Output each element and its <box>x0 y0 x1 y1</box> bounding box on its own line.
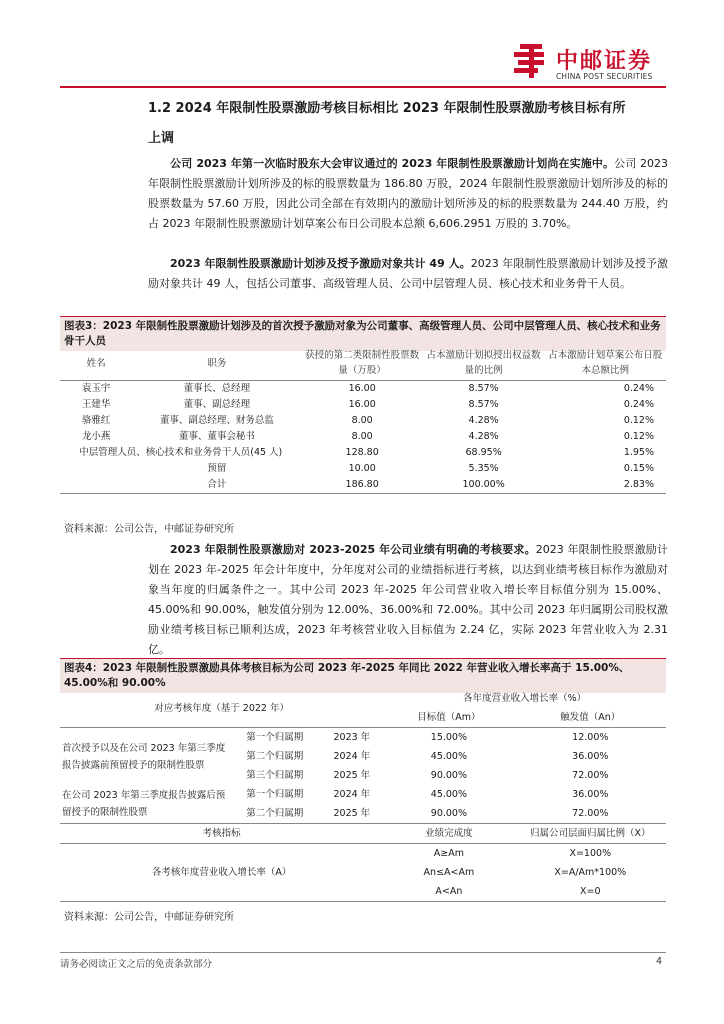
header-rule <box>60 86 666 88</box>
figure4-source: 资料来源：公司公告，中邮证券研究所 <box>64 912 234 923</box>
table-row: 王建华 董事、副总经理 16.00 8.57% 0.24% <box>81 399 654 410</box>
paragraph-2: 2023 年限制性股票激励计划涉及授予激励对象共计 49 人。2023 年限制性股票激励计划涉及授予激励对象共计 49 人，包括公司董事、高级管理人员、公司中层管理人员、核心技术和业务骨干人员。 <box>148 257 668 290</box>
brand-name-cn: 中邮证券 <box>556 49 653 74</box>
table-row: 第二个归属期 2025 年 90.00% 72.00% <box>60 804 666 824</box>
figure4-table <box>60 689 666 902</box>
china-post-logo-icon <box>512 42 550 80</box>
eval-row: An≤A<Am X=A/Am*100% <box>423 867 627 878</box>
eval-row: A<An X=0 <box>60 882 666 902</box>
table-header-row: 对应考核年度（基于 2022 年） 各年度营业收入增长率（%） <box>60 689 666 708</box>
table-row: 中层管理人员、核心技术和业务骨干人员(45 人) 128.80 68.95% 1.95% <box>79 447 654 458</box>
table-row: 袁玉宇 董事长、总经理 16.00 8.57% 0.24% <box>81 383 654 394</box>
footer-rule <box>60 952 666 953</box>
eval-header-row: 考核指标 业绩完成度 归属公司层面归属比例（X） <box>60 824 666 844</box>
footer-disclaimer: 请务必阅读正文之后的免责条款部分 <box>60 959 213 970</box>
table-header-row: 姓名 职务 获授的第二类限制性股票数量（万股） 占本激励计划拟授出权益数量的比例 占本激励计划草案公布日股本总额比例 <box>60 346 666 381</box>
table-row: 第三个归属期 2025 年 90.00% 72.00% <box>246 770 609 781</box>
page-number: 4 <box>656 956 663 967</box>
table-row: 首次授予以及在公司 2023 年第三季度报告披露前预留授予的限制性股票 第一个归属期 2023 年 15.00% 12.00% <box>62 732 609 771</box>
table-row: 在公司 2023 年第三季度报告披露后预留授予的限制性股票 第一个归属期 2024 年 45.00% 36.00% <box>60 785 666 804</box>
brand-name-en: CHINA POST SECURITIES <box>556 72 653 81</box>
table-row: 龙小燕 董事、董事会秘书 8.00 4.28% 0.12% <box>81 431 654 442</box>
paragraph-1: 公司 2023 年第一次临时股东大会审议通过的 2023 年限制性股票激励计划尚在实施中。公司 2023 年限制性股票激励计划所涉及的标的股票数量为 186.80 万股，2024 年限制性股票激励计划所涉及的标的股票数量为 57.60 万股，因此公司全部在有效期内的激励计划所涉及的标的股票数量为 244.40 万股，约占 2023 年限制性股票激励计划草案公布日公司股本总额 6,606.2951 万股的 3.70%。 <box>148 157 668 230</box>
table-row: 骆雅红 董事、副总经理、财务总监 8.00 4.28% 0.12% <box>81 415 654 426</box>
table-row-total: 合计 186.80 100.00% 2.83% <box>60 477 666 494</box>
section-title: 1.2 2024 年限制性股票激励考核目标相比 2023 年限制性股票激励考核目标有所 上调 <box>148 101 626 146</box>
table-row: 第二个归属期 2024 年 45.00% 36.00% <box>246 751 609 762</box>
figure3-title: 图表3：2023 年限制性股票激励计划涉及的首次授予激励对象为公司董事、高级管理人员、公司中层管理人员、核心技术和业务骨干人员 <box>60 316 666 351</box>
table-header-row: 目标值（Am） 触发值（An） <box>60 708 666 728</box>
table-row: 预留 10.00 5.35% 0.15% <box>207 463 654 474</box>
figure3-table <box>60 346 666 494</box>
figure3-source: 资料来源：公司公告，中邮证券研究所 <box>64 524 234 535</box>
figure4-title: 图表4：2023 年限制性股票激励具体考核目标为公司 2023 年-2025 年同比 2022 年营业收入增长率高于 15.00%、45.00%和 90.00% <box>60 658 666 693</box>
brand-logo <box>512 42 672 86</box>
paragraph-3: 2023 年限制性股票激励对 2023-2025 年公司业绩有明确的考核要求。2023 年限制性股票激励计划在 2023 年-2025 年会计年度中，分年度对公司的业绩指标进行考核，以达到业绩考核目标作为激励对象当年度的归属条件之一。其中公司 2023 年-2025 年公司营业收入增长率目标值分别为 15.00%、45.00%和 90.00%，触发值分别为 12.00%、36.00%和 72.00%。其中公司 2023 年归属期公司股权激励业绩考核目标已顺利达成，2023 年考核营业收入目标值为 2.24 亿，实际 2023 年营业收入为 2.31 亿。 <box>148 543 668 656</box>
eval-row: 各考核年度营业收入增长率（A） A≥Am X=100% <box>60 844 666 864</box>
